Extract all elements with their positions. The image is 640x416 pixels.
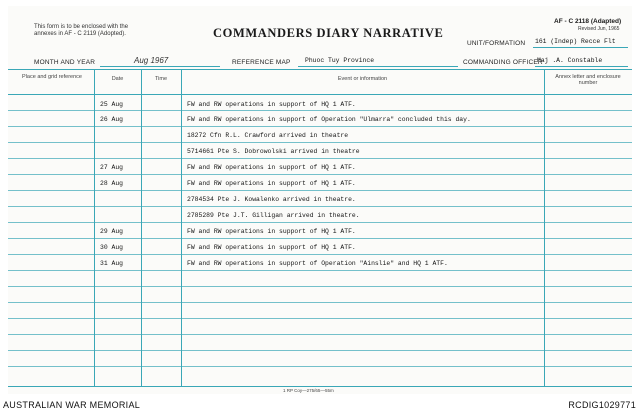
column-divider-3 [181, 69, 182, 386]
entry-event: FW and RW operations in support of HQ 1 ATF. [187, 180, 356, 187]
row-rule [8, 238, 632, 239]
unit-label: UNIT/FORMATION [467, 40, 526, 47]
entry-event: 2784534 Pte J. Kowalenko arrived in theatre. [187, 196, 356, 203]
row-rule [8, 318, 632, 319]
row-rule [8, 126, 632, 127]
co-label: COMMANDING OFFICER [463, 59, 543, 66]
entry-date: 31 Aug [100, 260, 124, 267]
row-rule [8, 286, 632, 287]
archive-footer-right: RCDIG1029771 [568, 400, 636, 410]
month-value: Aug 1967 [134, 56, 169, 65]
table-top-rule [8, 69, 632, 70]
entry-event: FW and RW operations in support of HQ 1 ATF. [187, 164, 356, 171]
month-underline [100, 66, 220, 67]
column-divider-4 [544, 69, 545, 386]
entry-event: 18272 Cfn R.L. Crawford arrived in theatre [187, 132, 349, 139]
row-rule [8, 110, 632, 111]
co-underline [535, 66, 628, 67]
print-code: 1 RP Coy—275/65—55m [283, 388, 334, 393]
row-rule [8, 350, 632, 351]
row-rule [8, 142, 632, 143]
entry-date: 30 Aug [100, 244, 124, 251]
col-header-date: Date [111, 76, 124, 82]
column-divider-1 [94, 69, 95, 386]
entry-date: 27 Aug [100, 164, 124, 171]
entry-event: 2785289 Pte J.T. Gilligan arrived in theatre. [187, 212, 360, 219]
header-bottom-rule [8, 94, 632, 95]
entry-event: FW and RW operations in support of HQ 1 ATF. [187, 244, 356, 251]
month-label: MONTH AND YEAR [34, 59, 96, 66]
entry-event: FW and RW operations in support of HQ 1 ATF. [187, 101, 356, 108]
page-title: COMMANDERS DIARY NARRATIVE [213, 26, 444, 40]
unit-underline [533, 47, 628, 48]
col-header-event: Event or information [337, 76, 388, 82]
notice-line-1: This form is to be enclosed with the [34, 24, 129, 30]
row-rule [8, 254, 632, 255]
co-value: Maj .A. Constable [537, 57, 603, 64]
entry-event: FW and RW operations in support of HQ 1 ATF. [187, 228, 356, 235]
row-rule [8, 174, 632, 175]
col-header-place: Place and grid reference [22, 74, 82, 80]
row-rule [8, 158, 632, 159]
diary-sheet [8, 6, 632, 394]
entry-event: FW and RW operations in support of Operation "Ainslie" and HQ 1 ATF. [187, 260, 448, 267]
row-rule [8, 270, 632, 271]
entry-date: 25 Aug [100, 101, 124, 108]
entry-date: 26 Aug [100, 116, 124, 123]
row-rule [8, 190, 632, 191]
entry-date: 28 Aug [100, 180, 124, 187]
form-code: AF - C 2118 (Adapted) [554, 18, 622, 25]
table-bottom-rule [8, 386, 632, 387]
archive-footer-left: AUSTRALIAN WAR MEMORIAL [3, 400, 141, 410]
entry-date: 29 Aug [100, 228, 124, 235]
row-rule [8, 302, 632, 303]
unit-value: 161 (Indep) Recce Flt [535, 38, 616, 45]
ref-map-underline [298, 66, 458, 67]
col-header-annex: Annex letter and enclosure number [555, 74, 621, 86]
revised-date: Revised Jun, 1965 [578, 26, 620, 32]
ref-map-value: Phuoc Tuy Province [305, 57, 375, 64]
row-rule [8, 222, 632, 223]
ref-map-label: REFERENCE MAP [232, 59, 291, 66]
col-header-time: Time [154, 76, 168, 82]
column-divider-2 [141, 69, 142, 386]
row-rule [8, 366, 632, 367]
row-rule [8, 206, 632, 207]
row-rule [8, 334, 632, 335]
entry-event: 5714661 Pte S. Dobrowolski arrived in theatre [187, 148, 360, 155]
notice-line-2: annexes in AF - C 2119 (Adopted). [34, 31, 126, 37]
entry-event: FW and RW operations in support of Operation "Ulmarra" concluded this day. [187, 116, 471, 123]
